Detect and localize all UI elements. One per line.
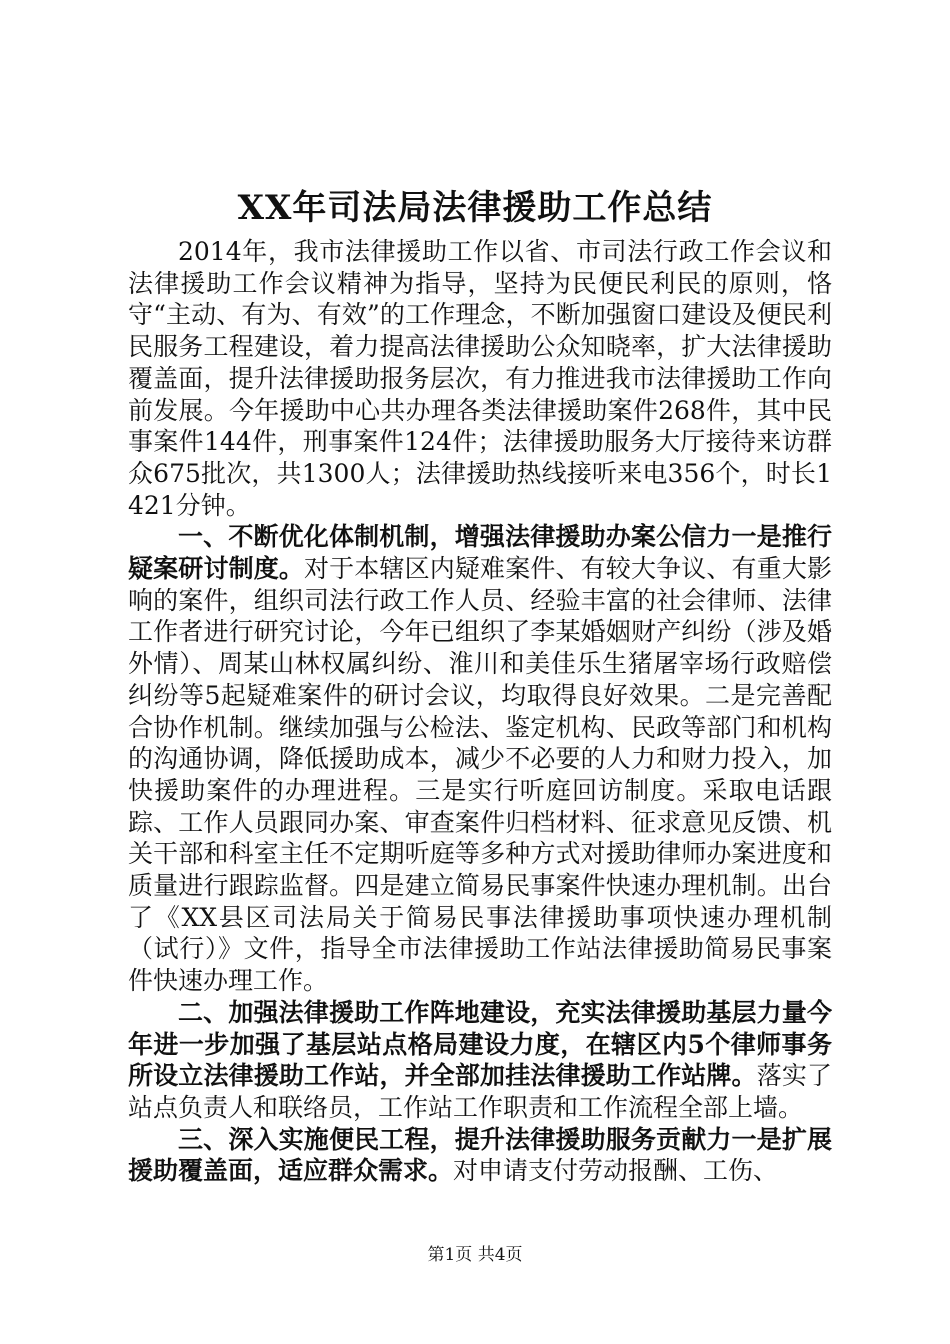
document-title: XX年司法局法律援助工作总结: [237, 188, 713, 228]
paragraph-text: 对于本辖区内疑难案件、有较大争议、有重大影响的案件，组织司法行政工作人员、经验丰富的社会律师、法律工作者进行研究讨论，今年已组织了李某婚姻财产纠纷（涉及婚外情）、周某山林权属纠纷、淮川和美佳乐生猪屠宰场行政赔偿纠纷等5起疑难案件的研讨会议，均取得良好效果。二是完善配合协作机制。继续加强与公检法、鉴定机构、民政等部门和机构的沟通协调，降低援助成本，减少不必要的人力和财力投入，加快援助案件的办理进程。三是实行听庭回访制度。采取电话跟踪、工作人员跟同办案、审查案件归档材料、征求意见反馈、机关干部和科室主任不定期听庭等多种方式对援助律师办案进度和质量进行跟踪监督。四是建立简易民事案件快速办理机制。出台了《XX县区司法局关于简易民事法律援助事项快速办理机制（试行）》文件，指导全市法律援助工作站法律援助简易民事案件快速办理工作。: [128, 554, 832, 996]
section-heading: 三、深入实施便民工程，提升法律援助服务贡献力一是扩展援助覆盖面，适应群众需求。: [128, 1124, 832, 1186]
paragraph-section-3: [128, 1124, 832, 1187]
section-heading: 二、加强法律援助工作阵地建设，充实法律援助基层力量今年进一步加强了基层站点格局建设力度，在辖区内5个律师事务所设立法律援助工作站，并全部加挂法律援助工作站牌。: [128, 997, 832, 1091]
paragraph-text: 对申请支付劳动报酬、工伤、: [453, 1156, 779, 1186]
page-number-footer: 第1页 共4页: [427, 1245, 523, 1265]
paragraph-section-2: [128, 997, 832, 1124]
document-body: [128, 236, 832, 1187]
paragraph-intro: [128, 236, 832, 521]
section-heading: 一、不断优化体制机制，增强法律援助办案公信力一是推行疑案研讨制度。: [128, 522, 832, 584]
paragraph-text: 落实了站点负责人和联络员，工作站工作职责和工作流程全部上墙。: [128, 1061, 832, 1122]
paragraph-text: 2014年，我市法律援助工作以省、市司法行政工作会议和法律援助工作会议精神为指导，坚持为民便民利民的原则，恪守“主动、有为、有效”的工作理念，不断加强窗口建设及便民利民服务工程建设，着力提高法律援助公众知晓率，扩大法律援助覆盖面，提升法律援助报务层次，有力推进我市法律援助工作向前发展。今年援助中心共办理各类法律援助案件268件，其中民事案件144件，刑事案件124件；法律援助服务大厅接待来访群众675批次，共1300人；法律援助热线接听来电356个，时长1421分钟。: [128, 237, 832, 520]
paragraph-section-1: [128, 521, 832, 997]
